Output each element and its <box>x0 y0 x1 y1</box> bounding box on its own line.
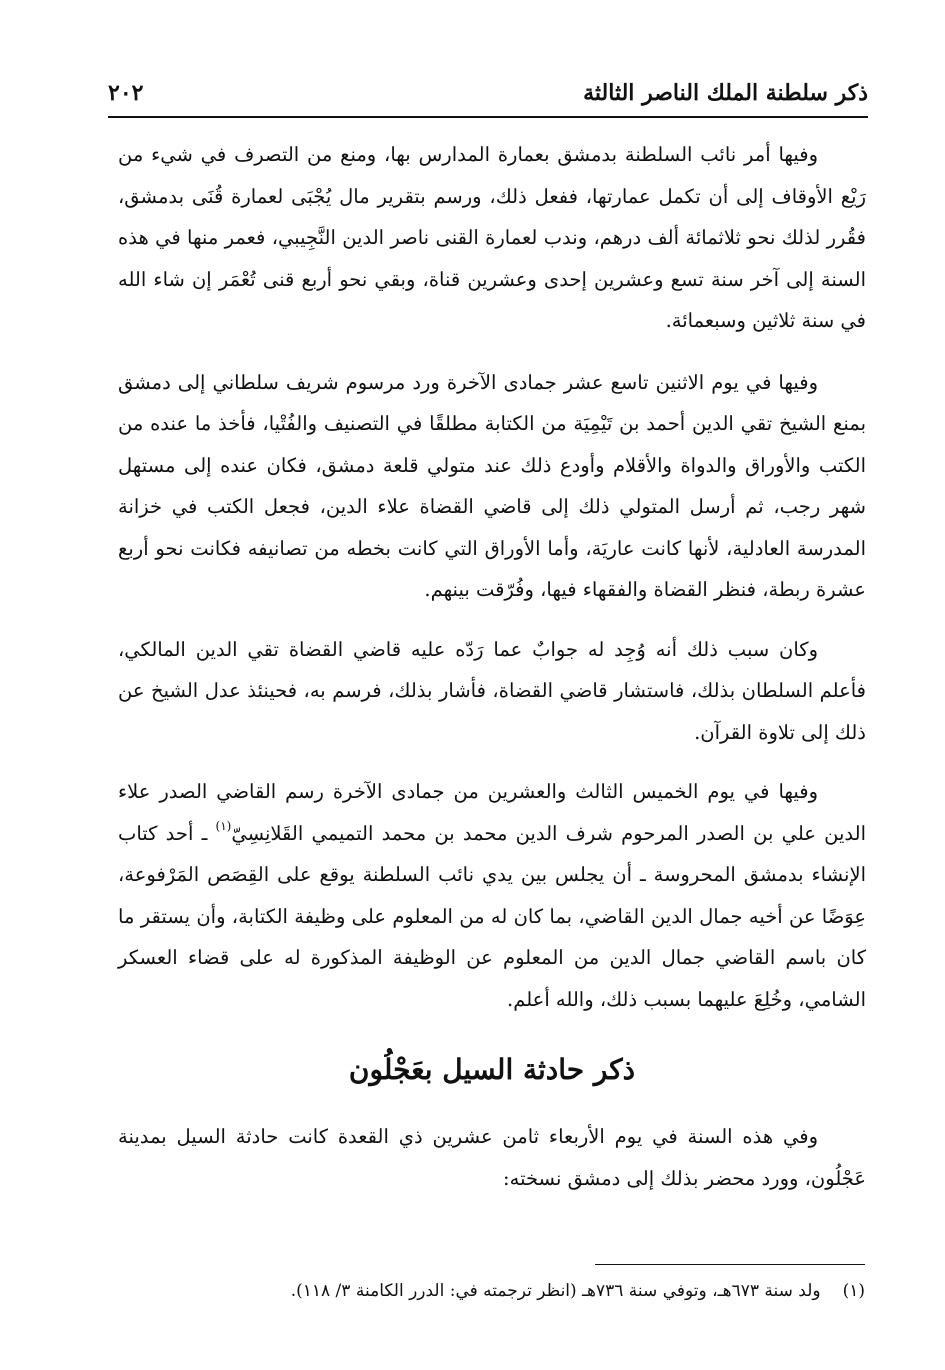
page-number: ٢٠٢ <box>108 80 144 106</box>
footnote-number: (١) <box>842 1281 865 1301</box>
section-heading: ذكر حادثة السيل بعَجْلُون <box>348 1053 636 1086</box>
footnote-reference[interactable]: (١) <box>215 819 232 833</box>
body-text <box>118 134 866 1217</box>
footnote-text: ولد سنة ٦٧٣هـ، وتوفي سنة ٧٣٦هـ (انظر ترجمته في: الدرر الكامنة ٣/ ١١٨). <box>290 1281 821 1301</box>
paragraph-ibn-taymiyya: وفيها في يوم الاثنين تاسع عشر جمادى الآخرة ورد مرسوم شريف سلطاني إلى دمشق بمنع الشيخ تقي الدين أحمد بن تَيْمِيَة من الكتابة مطلقًا في التصنيف والفُتْيا، فأخذ ما عنده من الكتب والأوراق والدواة والأقلام وأودع ذلك عند متولي قلعة دمشق، فكان عنده إلى مستهل شهر رجب، ثم أرسل المتولي ذلك إلى قاضي القضاة علاء الدين، فجعل الكتب في خزانة المدرسة العادلية، لأنها كانت عاريَة، وأما الأوراق التي كانت بخطه من تصانيفه فكانت نحو أربع عشرة ربطة، فنظر القضاة والفقهاء فيها، وفُرّقت بينهم. <box>118 370 866 601</box>
running-title: ذكر سلطنة الملك الناصر الثالثة <box>583 80 868 106</box>
paragraph-qalanisi <box>118 771 866 1020</box>
paragraph-ajloun-flood: وفي هذه السنة في يوم الأربعاء ثامن عشرين ذي القعدة كانت حادثة السيل بمدينة عَجْلُون، وورد محضر بذلك إلى دمشق نسخته: <box>118 1125 866 1190</box>
paragraph-qalanisi-part1: وفيها في يوم الخميس الثالث والعشرين من جمادى الآخرة رسم القاضي الصدر علاء الدين علي بن الصدر المرحوم شرف الدين محمد بن محمد التميمي القَلانِسِيّ <box>118 780 867 845</box>
paragraph-canals: وفيها أمر نائب السلطنة بدمشق بعمارة المدارس بها، ومنع من التصرف في شيء من رَيْع الأوقاف إلى أن تكمل عمارتها، ففعل ذلك، ورسم بتقرير مال يُجْبَى لعمارة قُنَى بدمشق، فقُرر لذلك نحو ثلاثمائة ألف درهم، وندب لعمارة القنى ناصر الدين النَّجِيبي، فعمر منها في هذه السنة إلى آخر سنة تسع وعشرين إحدى وعشرين قناة، وبقي نحو أربع قنى تُعْمَر إن شاء الله في سنة ثلاثين وسبعمائة. <box>118 143 866 332</box>
paragraph-qalanisi-part2: ـ أحد كتاب الإنشاء بدمشق المحروسة ـ أن يجلس بين يدي نائب السلطنة يوقع على القِصَص المَرْفوعة، عِوَضًا عن أخيه جمال الدين القاضي، بما كان له من المعلوم على وظيفة الكتابة، وأن يستقر ما كان باسم القاضي جمال الدين من المعلوم عن الوظيفة المذكورة له على قضاء العسكر الشامي، وخُلِعَ عليهما بسبب ذلك، والله أعلم. <box>118 821 866 1011</box>
footnote <box>105 1276 865 1306</box>
footnote-divider <box>595 1264 865 1265</box>
running-header <box>108 72 868 118</box>
paragraph-reason: وكان سبب ذلك أنه وُجِد له جوابٌ عما رَدّه عليه قاضي القضاة تقي الدين المالكي، فأعلم السلطان بذلك، فاستشار قاضي القضاة، فأشار بذلك، فرسم به، فحينئذ عدل الشيخ عن ذلك إلى تلاوة القرآن. <box>118 637 866 744</box>
